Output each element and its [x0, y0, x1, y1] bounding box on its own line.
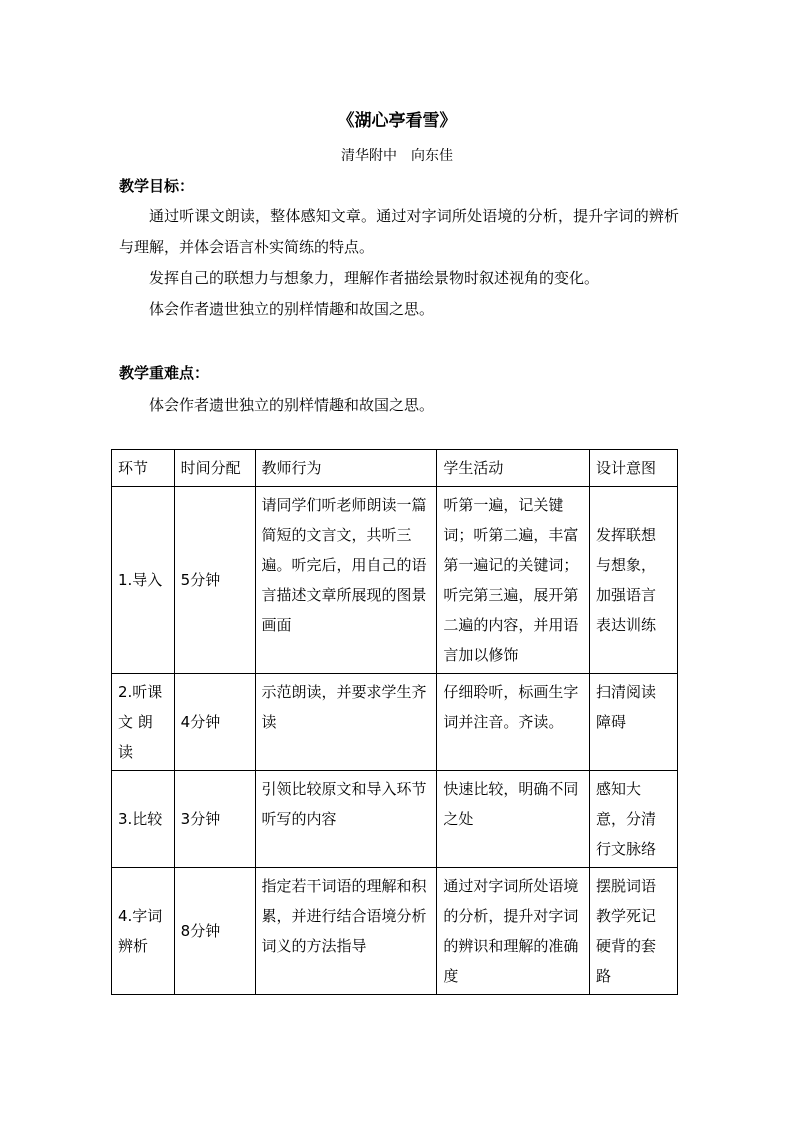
key-points-paragraph: 体会作者遗世独立的别样情趣和故国之思。: [149, 396, 435, 414]
header-teacher: 教师行为: [255, 450, 437, 487]
objectives-heading: 教学目标：: [119, 177, 195, 195]
key-points-heading: 教学重难点：: [119, 364, 210, 382]
header-intent: 设计意图: [590, 450, 678, 487]
objective-paragraph: 发挥自己的联想力与想象力，理解作者描绘景物时叙述视角的变化。: [149, 269, 600, 287]
document-title: 《湖心亭看雪》: [337, 111, 457, 131]
lesson-plan-table: [111, 449, 678, 995]
teacher-cell: 指定若干词语的理解和积累，并进行结合语境分析词义的方法指导: [255, 868, 437, 995]
stage-cell: 1.导入: [112, 487, 175, 674]
stage-cell: 4.字词辨析: [112, 868, 175, 995]
objective-paragraph: 通过听课文朗读，整体感知文章。通过对字词所处语境的分析，提升字词的辨析与理解，并体会语言朴实简练的特点。: [119, 207, 679, 256]
table-header-row: [112, 450, 678, 487]
header-time: 时间分配: [174, 450, 255, 487]
header-stage: 环节: [112, 450, 175, 487]
student-cell: 快速比较，明确不同之处: [437, 771, 590, 868]
intent-cell: 感知大意，分清行文脉络: [590, 771, 678, 868]
student-cell: 通过对字词所处语境的分析，提升对字词的辨识和理解的准确度: [437, 868, 590, 995]
teacher-cell: 引领比较原文和导入环节听写的内容: [255, 771, 437, 868]
student-cell: 仔细聆听，标画生字词并注音。齐读。: [437, 674, 590, 771]
header-student: 学生活动: [437, 450, 590, 487]
table-row: [112, 868, 678, 995]
intent-cell: 摆脱词语教学死记硬背的套路: [590, 868, 678, 995]
time-cell: 4分钟: [174, 674, 255, 771]
intent-cell: 扫清阅读障碍: [590, 674, 678, 771]
time-cell: 5分钟: [174, 487, 255, 674]
teacher-cell: 示范朗读，并要求学生齐读: [255, 674, 437, 771]
time-cell: 8分钟: [174, 868, 255, 995]
stage-cell: 2.听课文 朗读: [112, 674, 175, 771]
student-cell: 听第一遍，记关键词；听第二遍，丰富第一遍记的关键词；听完第三遍，展开第二遍的内容，并用语言加以修饰: [437, 487, 590, 674]
objective-paragraph: 体会作者遗世独立的别样情趣和故国之思。: [149, 300, 435, 318]
table-row: [112, 771, 678, 868]
stage-cell: 3.比较: [112, 771, 175, 868]
intent-cell: 发挥联想与想象，加强语言表达训练: [590, 487, 678, 674]
time-cell: 3分钟: [174, 771, 255, 868]
table-row: [112, 487, 678, 674]
table-row: [112, 674, 678, 771]
author-line: 清华附中 向东佳: [341, 148, 453, 164]
teacher-cell: 请同学们听老师朗读一篇简短的文言文，共听三遍。听完后，用自己的语言描述文章所展现的图景画面: [255, 487, 437, 674]
